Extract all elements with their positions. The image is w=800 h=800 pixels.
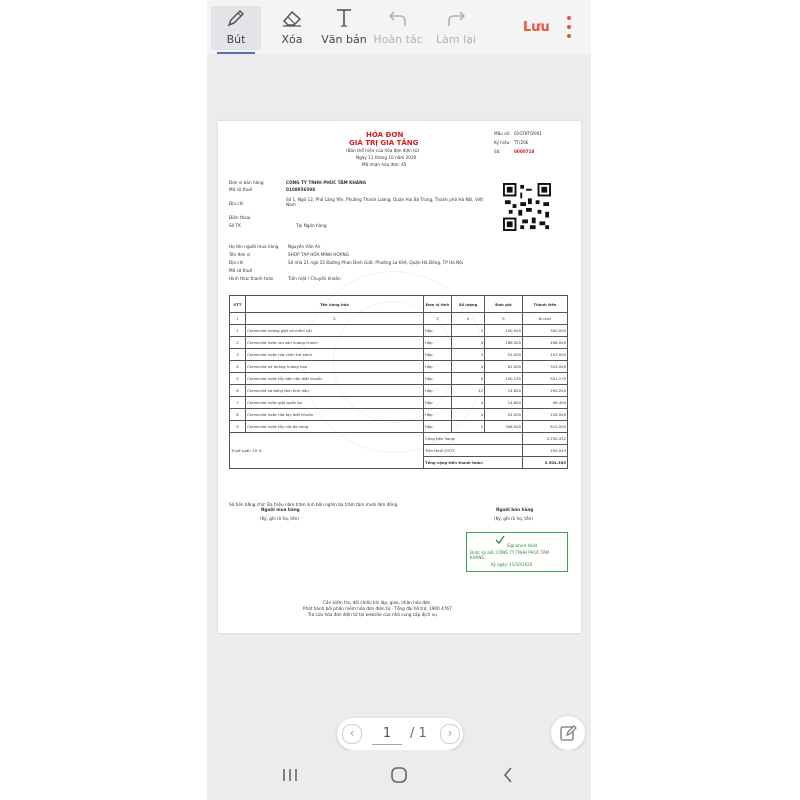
save-button[interactable]: Lưu [523,20,550,35]
signature-valid-text: Signature Valid [507,543,538,548]
row-item-name: Cerenmild nước giặt quần áo [246,397,424,409]
row-index: 1 [230,325,246,337]
row-unit: Hộp [424,397,452,409]
row-unit: Hộp [424,385,452,397]
buyer-address-label: Địa chỉ [229,260,244,265]
row-unit: Hộp [424,421,452,433]
row-item-name: Cerenmild hương giặt xả mềm vải [246,325,424,337]
row-unit-price: 24.600 [485,385,523,397]
buyer-name-label: Họ tên người mua hàng [229,244,279,249]
symbol-label: Ký hiệu: [494,140,511,145]
table-index-cell: 6=4x5 [523,313,568,325]
seller-phone-label: Điện thoại [229,215,251,220]
system-navigation-bar [207,750,591,800]
row-amount: 300.000 [523,325,568,337]
undo-icon [387,6,409,30]
edit-document-button[interactable] [551,716,585,750]
invoice-title: HÓA ĐƠN [366,131,404,139]
home-icon [390,766,408,784]
table-index-row [230,313,568,325]
eraser-tool-label: Xóa [281,33,303,46]
row-unit-price: 306.000 [485,421,523,433]
row-quantity: 4 [452,409,485,421]
seller-account-label: Số TK [229,223,241,228]
qr-code [503,183,551,231]
row-unit: Hộp [424,349,452,361]
buyer-sign-note: (Ký, ghi rõ họ, tên) [260,516,299,521]
table-header-row [230,296,568,313]
edit-icon [559,724,577,742]
invoice-page [218,121,581,633]
row-unit: Hộp [424,337,452,349]
total-pages: / 1 [410,726,427,741]
table-index-cell: 3 [424,313,452,325]
table-index-cell: 2 [246,313,424,325]
row-amount: 153.000 [523,349,568,361]
current-page-input[interactable]: 1 [372,724,402,745]
seller-address: Số 1, Ngõ 12, Phố Lãng Yên, Phường Thanh Lương, Quận Hai Bà Trưng, Thành phố Hà Nội, Việt Nam [286,197,484,207]
vat-value: 254.043 [523,445,568,457]
row-item-name: Cerenmild nước rửa chén trà xanh [246,349,424,361]
digital-signature-stamp [466,532,568,572]
subtotal-label: Cộng tiền hàng: [424,433,523,445]
table-row [230,361,568,373]
row-amount: 216.000 [523,409,568,421]
number-label: Số: [494,149,501,154]
row-unit-price: 100.000 [485,325,523,337]
vat-label: Tiền thuế GTGT: [424,445,523,457]
seller-address-label: Địa chỉ [229,201,244,206]
signature-signer: Được ký bởi: CÔNG TY TNHH PHÚC TÂM KHANG [470,550,549,560]
payment-method-label: Hình thức thanh toán [229,276,274,281]
row-index: 7 [230,397,246,409]
table-row [230,421,568,433]
row-item-name: Cerenmild nước rửa tay diệt khuẩn [246,409,424,421]
row-amount: 501.175 [523,373,568,385]
annotation-toolbar [207,0,591,54]
row-unit-price: 81.000 [485,361,523,373]
row-unit-price: 51.000 [485,349,523,361]
back-icon [501,766,515,784]
eraser-icon [281,6,303,30]
row-amount: 498.000 [523,337,568,349]
seller-sign-note: (Ký, ghi rõ họ, tên) [494,516,533,521]
more-options-icon[interactable] [565,16,573,38]
row-item-name: Cerenmild nước tẩy bồn cầu diệt khuẩn [246,373,424,385]
template-value: 01GTKT0/001 [514,131,543,136]
table-index-cell: 1 [230,313,246,325]
table-row [230,337,568,349]
subtotal-value: 3.250.432 [523,433,568,445]
seller-tax-label: Mã số thuế [229,187,253,192]
back-button[interactable] [493,764,523,786]
invoice-table [229,295,568,469]
table-row [230,373,568,385]
signature-date: Ký ngày: 11/10/2020 [491,562,533,567]
table-header-cell: Thành tiền [523,296,568,313]
text-tool-button[interactable] [319,6,369,50]
buyer-unit-label: Tên đơn vị [229,252,251,257]
phone-screen [207,0,591,800]
row-quantity: 2 [452,421,485,433]
row-quantity: 4 [452,361,485,373]
buyer-sign-label: Người mua hàng [261,507,300,512]
table-row [230,325,568,337]
row-unit-price: 54.000 [485,409,523,421]
row-unit: Hộp [424,373,452,385]
row-index: 4 [230,361,246,373]
template-label: Mẫu số: [494,131,511,136]
checkmark-icon [495,535,505,545]
vat-rate-cell: Thuế suất: 10 % [230,433,424,469]
row-quantity: 3 [452,337,485,349]
amount-in-words: Số tiền bằng chữ: Ba triệu năm trăm linh bốn nghìn ba trăm tám mươi lăm đồng [229,502,398,507]
row-unit: Hộp [424,409,452,421]
recent-apps-icon [281,767,299,783]
symbol-value: TT/20E [514,140,529,145]
seller-name-label: Đơn vị bán hàng [229,180,264,185]
invoice-date: Ngày 11 tháng 10 năm 2020 [356,155,417,160]
buyer-address: Số nhà 21 ngõ 15 Đường Phan Đình Giót, Phường La Khê, Quận Hà Đông, TP Hà Nội [288,260,463,265]
page-navigator [337,718,463,750]
pen-tool-button[interactable] [211,6,261,50]
pen-icon [226,6,246,30]
row-index: 9 [230,421,246,433]
row-unit-price: 166.000 [485,337,523,349]
invoice-lookup-code: Mã nhận hóa đơn: 45 [362,162,407,167]
pen-tool-label: Bút [226,33,246,46]
redo-icon [445,6,467,30]
redo-label: Làm lại [436,33,476,46]
table-row [230,385,568,397]
table-row [230,409,568,421]
buyer-unit: SHOP TẠP HÓA MINH HOÀNG [288,252,349,257]
undo-label: Hoàn tác [373,33,423,46]
row-amount: 98.400 [523,397,568,409]
seller-sign-label: Người bán hàng [496,507,534,512]
row-unit: Hộp [424,325,452,337]
table-header-cell: STT [230,296,246,313]
number-value: 0000718 [514,149,535,154]
undo-button[interactable] [373,6,423,50]
row-quantity: 3 [452,349,485,361]
table-row [230,349,568,361]
subtotal-row [230,433,568,445]
footer-line-3: Tra cứu hóa đơn điện tử tại website của nhà cung cấp dịch vụ [308,612,437,617]
footer-line-2: Phát hành bởi phần mềm hóa đơn điện tử - Tổng đài hỗ trợ: 1900 4767 [303,606,452,611]
invoice-subtitle: GIÁ TRỊ GIA TĂNG [349,139,419,147]
eraser-tool-button[interactable] [267,6,317,50]
row-quantity: 12 [452,385,485,397]
row-unit-price: 24.600 [485,397,523,409]
table-row [230,397,568,409]
buyer-tax-label: Mã số thuế [229,268,253,273]
redo-button[interactable] [431,6,481,50]
row-quantity: 3 [452,325,485,337]
row-unit-price: 100.235 [485,373,523,385]
text-icon [334,6,354,30]
buyer-name: Nguyễn Văn An [288,244,321,249]
row-item-name: Cerenmild nước tẩy rửa đa năng [246,421,424,433]
row-index: 6 [230,385,246,397]
payment-method: Tiền mặt / Chuyển khoản [288,276,341,281]
home-button[interactable] [384,764,414,786]
total-label: Tổng cộng tiền thanh toán: [424,457,523,469]
seller-tax: 0108956598 [286,187,316,192]
row-index: 5 [230,373,246,385]
seller-name: CÔNG TY TNHH PHÚC TÂM KHANG [286,180,367,185]
seller-account: Tại Ngân hàng [296,223,327,228]
row-index: 8 [230,409,246,421]
next-page-button[interactable]: › [440,724,460,744]
total-value: 3.504.385 [523,457,568,469]
row-item-name: Cerenmild nước lau sàn hương chanh [246,337,424,349]
row-quantity: 4 [452,397,485,409]
row-amount: 324.000 [523,361,568,373]
row-unit: Hộp [424,361,452,373]
table-header-cell: Đơn vị tính [424,296,452,313]
prev-page-button[interactable]: ‹ [342,724,362,744]
table-header-cell: Số lượng [452,296,485,313]
row-index: 2 [230,337,246,349]
footer-line-1: Cần kiểm tra, đối chiếu khi lập, giao, nhận hóa đơn [323,600,431,605]
invoice-subtitle-note: (Bản thể hiện của hóa đơn điện tử) [346,148,420,153]
table-index-cell: 4 [452,313,485,325]
row-item-name: Cerenmild xịt phòng hương hoa [246,361,424,373]
row-item-name: Cerenmild xà bông tắm tinh dầu [246,385,424,397]
row-quantity: 5 [452,373,485,385]
table-header-cell: Đơn giá [485,296,523,313]
row-amount: 612.000 [523,421,568,433]
row-index: 3 [230,349,246,361]
table-index-cell: 5 [485,313,523,325]
text-tool-label: Văn bản [321,33,367,46]
recent-apps-button[interactable] [275,764,305,786]
row-amount: 295.200 [523,385,568,397]
table-header-cell: Tên hàng hóa [246,296,424,313]
